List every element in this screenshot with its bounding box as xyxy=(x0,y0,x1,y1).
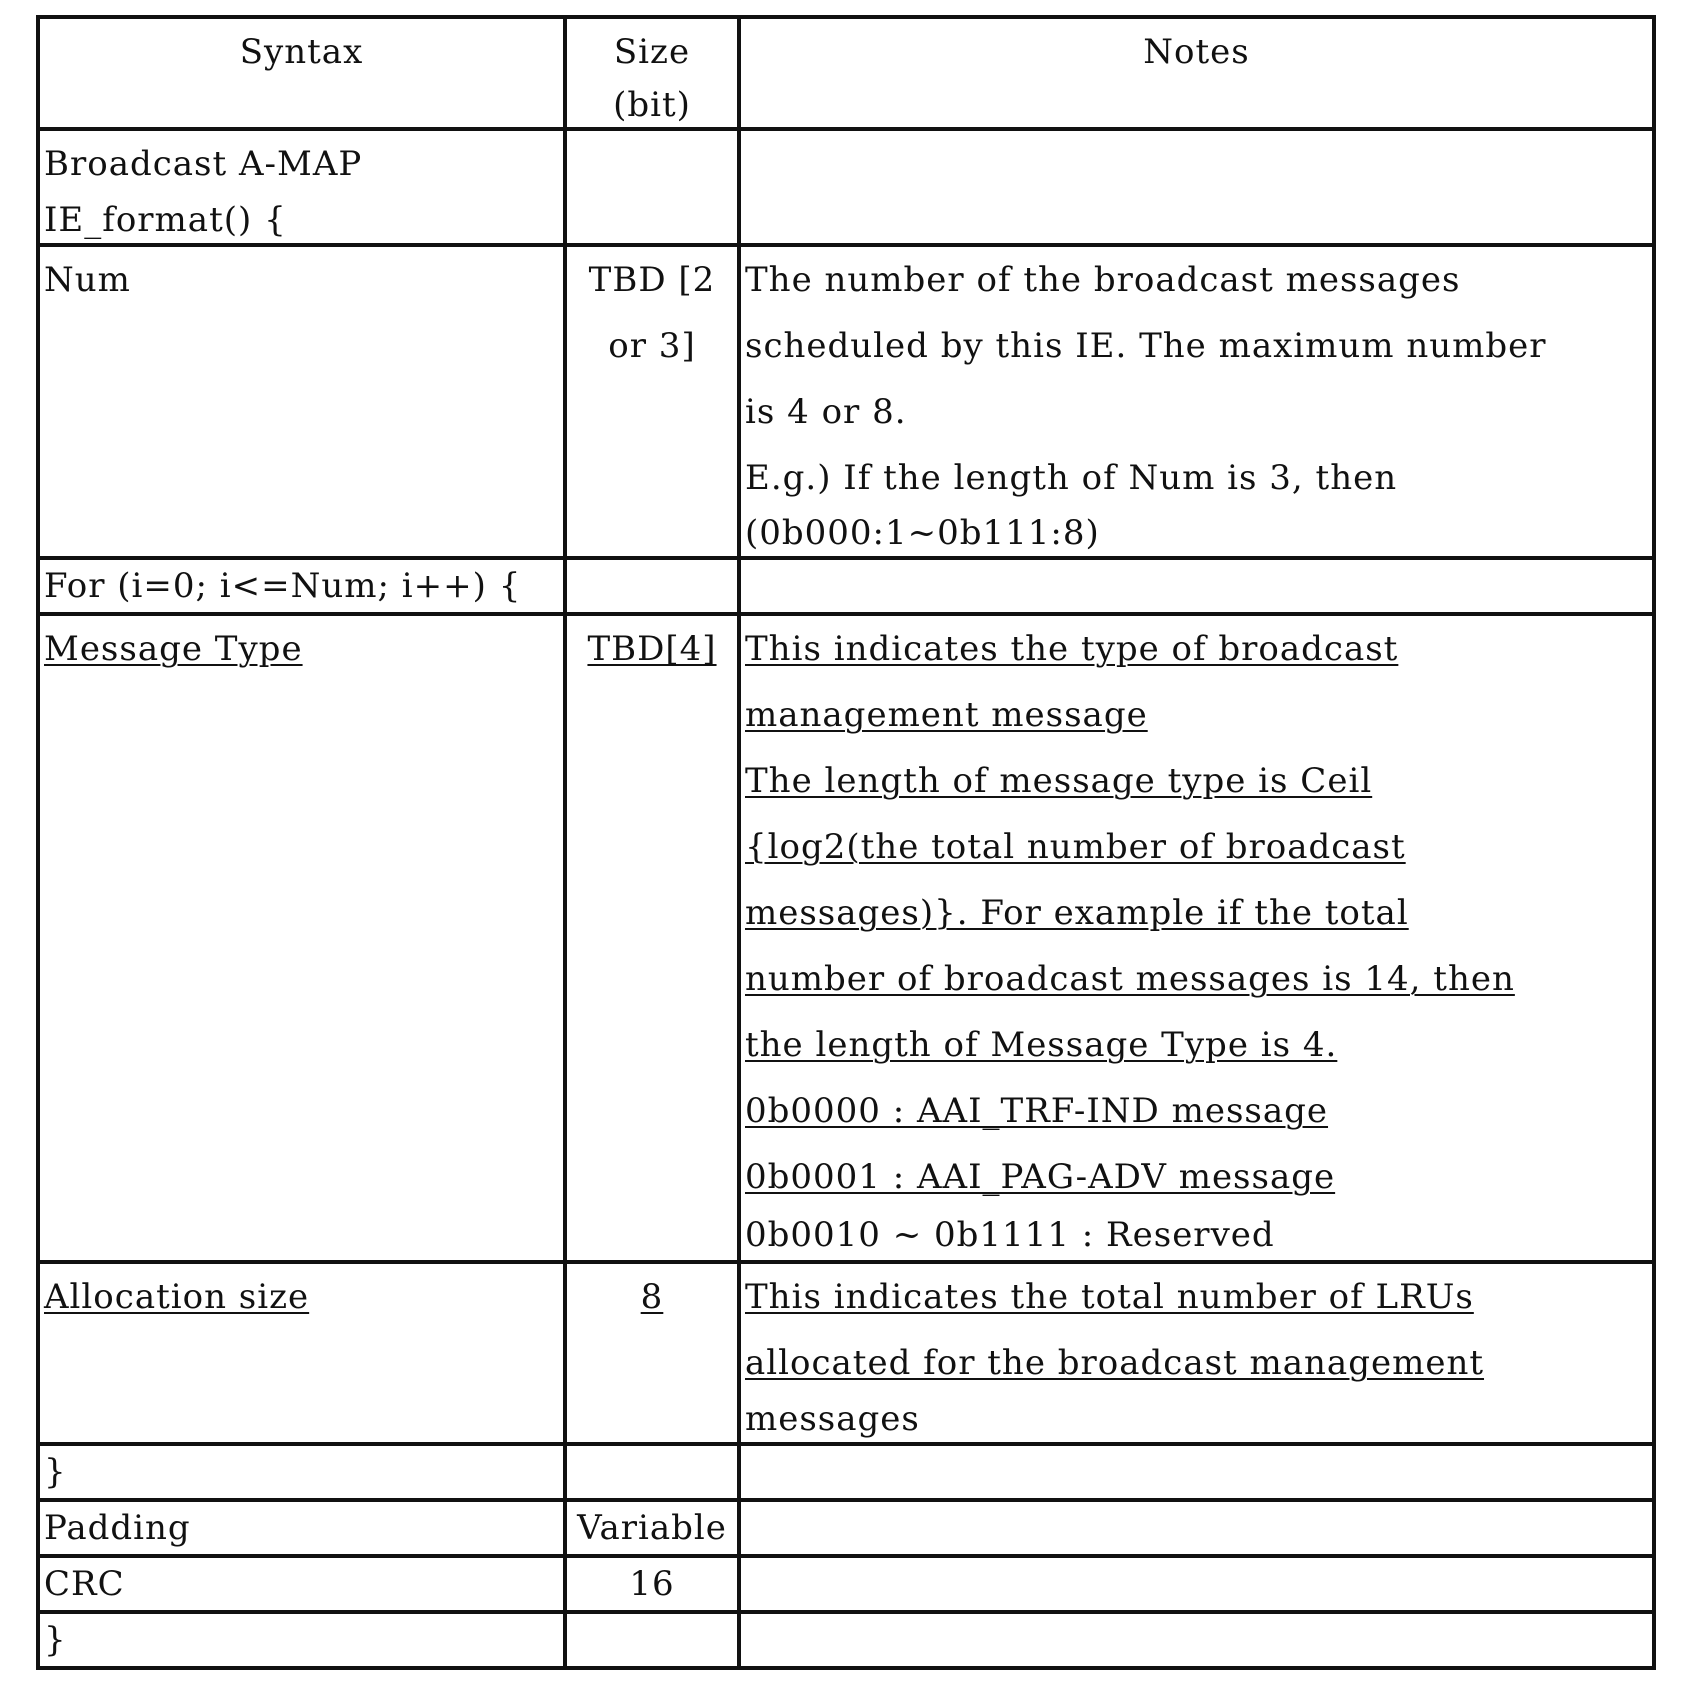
size-cell xyxy=(565,558,739,614)
syntax-cell: } xyxy=(38,1612,565,1668)
table-row xyxy=(38,1262,1654,1444)
size-cell xyxy=(565,1444,739,1500)
syntax-cell: Allocation size xyxy=(38,1262,565,1444)
size-cell: TBD[4] xyxy=(565,614,739,1262)
notes-cell xyxy=(739,1612,1654,1668)
syntax-cell: Broadcast A-MAP IE_format() { xyxy=(38,129,565,245)
size-cell: 16 xyxy=(565,1556,739,1612)
table-row xyxy=(38,558,1654,614)
table-row xyxy=(38,1444,1654,1500)
header-syntax: Syntax xyxy=(38,17,565,129)
size-cell xyxy=(565,1612,739,1668)
size-cell: 8 xyxy=(565,1262,739,1444)
table-row xyxy=(38,1556,1654,1612)
notes-cell xyxy=(739,1444,1654,1500)
header-notes: Notes xyxy=(739,17,1654,129)
broadcast-amap-ie-format-table xyxy=(36,15,1656,1670)
notes-cell xyxy=(739,1556,1654,1612)
size-cell xyxy=(565,129,739,245)
table-row xyxy=(38,129,1654,245)
syntax-cell: Padding xyxy=(38,1500,565,1556)
syntax-cell: Message Type xyxy=(38,614,565,1262)
header-row xyxy=(38,17,1654,129)
syntax-cell: CRC xyxy=(38,1556,565,1612)
header-size: Size (bit) xyxy=(565,17,739,129)
notes-cell xyxy=(739,1500,1654,1556)
syntax-cell: Num xyxy=(38,245,565,558)
size-cell: Variable xyxy=(565,1500,739,1556)
notes-cell xyxy=(739,129,1654,245)
notes-cell xyxy=(739,558,1654,614)
table-row xyxy=(38,245,1654,558)
table-row xyxy=(38,614,1654,1262)
syntax-cell: For (i=0; i<=Num; i++) { xyxy=(38,558,565,614)
table-row xyxy=(38,1500,1654,1556)
table-row xyxy=(38,1612,1654,1668)
size-cell: TBD [2 or 3] xyxy=(565,245,739,558)
notes-cell: The number of the broadcast messages scheduled by this IE. The maximum number is 4 or 8. E.g.) If the length of Num is 3, then (0b000:1~0b111:8) xyxy=(739,245,1654,558)
notes-cell: This indicates the total number of LRUs allocated for the broadcast management messages xyxy=(739,1262,1654,1444)
syntax-cell: } xyxy=(38,1444,565,1500)
notes-cell: This indicates the type of broadcast management message The length of message type is Ceil {log2(the total number of broadcast messages)}. For example if the total number of broadcast messages is 14, then the length of Message Type is 4. 0b0000 : AAI_TRF-IND message 0b0001 : AAI_PAG-ADV message 0b0010 ~ 0b1111 : Reserved xyxy=(739,614,1654,1262)
